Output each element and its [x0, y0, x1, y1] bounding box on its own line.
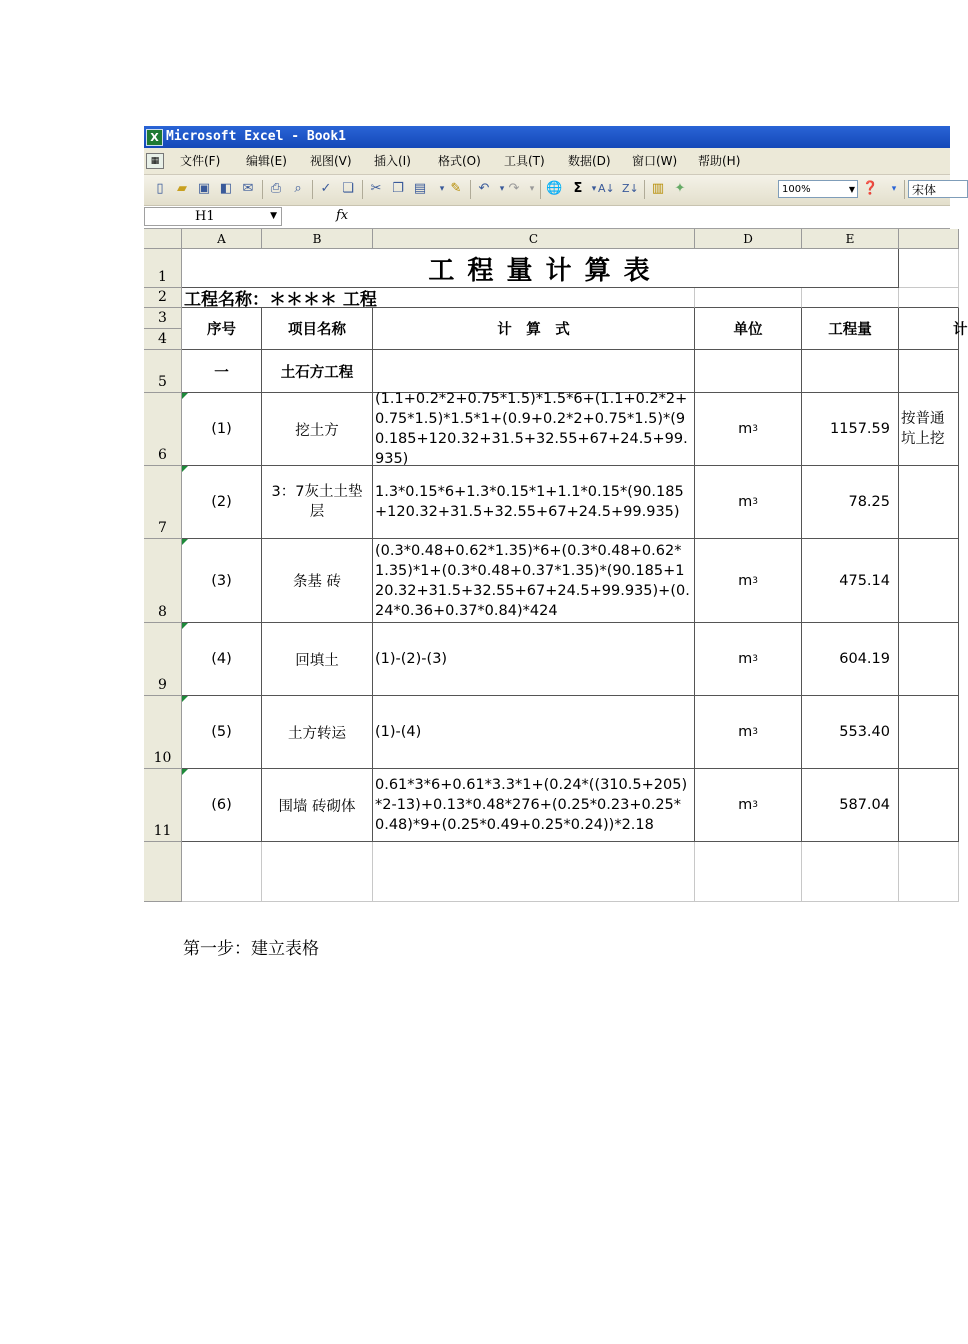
error-indicator-icon	[182, 769, 188, 775]
item-remark[interactable]	[899, 623, 959, 696]
item-unit[interactable]: m 3	[695, 623, 802, 696]
row-header-10[interactable]: 10	[144, 696, 182, 769]
item-seq[interactable]: (1)	[182, 393, 262, 466]
formula-bar	[144, 206, 950, 229]
window-title: Microsoft Excel - Book1	[166, 129, 347, 144]
cell[interactable]	[899, 350, 959, 393]
column-header-c[interactable]: C	[373, 229, 695, 249]
item-formula[interactable]: 1.3*0.15*6+1.3*0.15*1+1.1*0.15*(90.185+120.32+31.5+32.55+67+24.5+99.935)	[373, 466, 695, 539]
help-icon[interactable]: ❓	[862, 181, 879, 196]
excel-icon[interactable]: X	[146, 129, 163, 146]
paste-icon[interactable]: ▤	[413, 181, 427, 196]
sort-descending-icon[interactable]: Z↓	[622, 182, 639, 195]
cell[interactable]	[899, 288, 959, 308]
item-name[interactable]: 回填土	[262, 623, 373, 696]
autosum-dropdown-icon[interactable]: ▾	[591, 184, 597, 194]
menu-data[interactable]: 数据(D)	[568, 154, 611, 168]
step-caption: 第一步：建立表格	[183, 939, 319, 959]
standard-toolbar	[144, 175, 950, 206]
font-name-value: 宋体	[912, 183, 937, 197]
row-header-1[interactable]: 1	[144, 249, 182, 288]
menu-bar	[144, 148, 950, 175]
error-indicator-icon	[182, 623, 188, 629]
menu-edit[interactable]: 编辑(E)	[246, 154, 287, 168]
item-seq[interactable]: (2)	[182, 466, 262, 539]
hyperlink-icon[interactable]: 🌐	[546, 181, 563, 196]
menu-file[interactable]: 文件(F)	[180, 154, 221, 168]
item-name[interactable]: 围墙 砖砌体	[262, 769, 373, 842]
title-bar	[144, 126, 950, 148]
item-quantity[interactable]: 78.25	[802, 466, 899, 539]
column-header-b[interactable]: B	[262, 229, 373, 249]
open-icon[interactable]: ▰	[177, 181, 187, 196]
item-seq[interactable]: (6)	[182, 769, 262, 842]
document-icon[interactable]: ▦	[146, 153, 164, 169]
item-seq[interactable]: (4)	[182, 623, 262, 696]
menu-view[interactable]: 视图(V)	[310, 154, 352, 168]
chart-wizard-icon[interactable]: ▥	[651, 181, 665, 196]
item-formula[interactable]: 0.61*3*6+0.61*3.3*1+(0.24*((310.5+205)*2-13)+0.13*0.48*276+(0.25*0.23+0.25*0.48)*9+(0.25*0.49+0.25*0.24))*2.18	[373, 769, 695, 842]
undo-dropdown-icon[interactable]: ▾	[499, 184, 505, 194]
cell[interactable]	[695, 350, 802, 393]
cell[interactable]	[802, 288, 899, 308]
item-remark[interactable]	[899, 769, 959, 842]
row-header-12[interactable]	[144, 842, 182, 902]
spelling-icon[interactable]: ✓	[320, 181, 332, 196]
row-header-8[interactable]: 8	[144, 539, 182, 623]
item-remark[interactable]	[899, 466, 959, 539]
row-header-3[interactable]: 3	[144, 308, 182, 329]
cell[interactable]	[695, 842, 802, 902]
worksheet	[144, 229, 968, 892]
column-header-a[interactable]: A	[182, 229, 262, 249]
error-indicator-icon	[182, 696, 188, 702]
section-item[interactable]: 土石方工程	[262, 350, 373, 393]
item-seq[interactable]: (3)	[182, 539, 262, 623]
excel-window	[144, 126, 968, 892]
item-name[interactable]: 3：7灰土土垫层	[262, 466, 373, 539]
cell[interactable]	[802, 842, 899, 902]
item-unit[interactable]: m 3	[695, 466, 802, 539]
item-formula[interactable]: (1.1+0.2*2+0.75*1.5)*1.5*6+(1.1+0.2*2+0.75*1.5)*1.5*1+(0.9+0.2*2+0.75*1.5)*(90.185+120.32+31.5+32.55+67+24.5+99.935)	[373, 393, 695, 466]
print-preview-icon[interactable]: ⌕	[294, 181, 302, 196]
menu-insert[interactable]: 插入(I)	[374, 154, 411, 168]
item-formula[interactable]: (1)-(2)-(3)	[373, 623, 695, 696]
error-indicator-icon	[182, 466, 188, 472]
column-header-f[interactable]	[899, 229, 959, 249]
sort-ascending-icon[interactable]: A↓	[598, 182, 615, 195]
zoom-select[interactable]	[778, 180, 858, 198]
item-quantity[interactable]: 475.14	[802, 539, 899, 623]
email-icon[interactable]: ✉	[242, 181, 254, 196]
cell-grid	[182, 249, 968, 892]
cut-icon[interactable]: ✂	[370, 181, 382, 196]
menu-format[interactable]: 格式(O)	[438, 154, 481, 168]
header-seq[interactable]: 序号	[182, 308, 262, 350]
error-indicator-icon	[182, 393, 188, 399]
sheet-title[interactable]: 工 程 量 计 算 表	[182, 249, 899, 288]
item-quantity[interactable]: 1157.59	[802, 393, 899, 466]
item-remark[interactable]: 按普通坑上挖	[899, 393, 959, 466]
chevron-down-icon: ▼	[848, 185, 855, 194]
undo-icon[interactable]: ↶	[478, 181, 490, 196]
permission-icon[interactable]: ◧	[219, 181, 233, 196]
cell[interactable]	[182, 842, 262, 902]
row-header-11[interactable]: 11	[144, 769, 182, 842]
research-icon[interactable]: ❏	[342, 181, 354, 196]
redo-dropdown-icon[interactable]: ▾	[529, 184, 535, 194]
project-name[interactable]: 工程名称：＊＊＊＊ 工程	[182, 288, 695, 308]
item-quantity[interactable]: 553.40	[802, 696, 899, 769]
item-quantity[interactable]: 587.04	[802, 769, 899, 842]
cell[interactable]	[899, 249, 959, 288]
item-remark[interactable]	[899, 696, 959, 769]
toolbar-options-icon[interactable]: ▾	[891, 184, 897, 194]
item-unit[interactable]: m 3	[695, 539, 802, 623]
menu-tools[interactable]: 工具(T)	[504, 154, 545, 168]
row-header-9[interactable]: 9	[144, 623, 182, 696]
cell[interactable]	[373, 842, 695, 902]
cell[interactable]	[695, 288, 802, 308]
header-formula[interactable]: 计 算 式	[373, 308, 695, 350]
item-formula[interactable]: (1)-(4)	[373, 696, 695, 769]
row-header-7[interactable]: 7	[144, 466, 182, 539]
zoom-value: 100%	[782, 184, 811, 195]
insert-function-icon[interactable]: fx	[336, 208, 349, 223]
cell[interactable]	[899, 842, 959, 902]
item-quantity[interactable]: 604.19	[802, 623, 899, 696]
item-unit[interactable]: m 3	[695, 769, 802, 842]
column-header-d[interactable]: D	[695, 229, 802, 249]
redo-icon[interactable]: ↷	[508, 181, 520, 196]
select-all-corner[interactable]	[144, 229, 182, 249]
error-indicator-icon	[182, 539, 188, 545]
item-name[interactable]: 条基 砖	[262, 539, 373, 623]
drawing-icon[interactable]: ✦	[674, 181, 686, 196]
item-name[interactable]: 挖土方	[262, 393, 373, 466]
cell[interactable]	[802, 350, 899, 393]
cell[interactable]	[262, 842, 373, 902]
menu-window[interactable]: 窗口(W)	[632, 154, 678, 168]
save-icon[interactable]: ▣	[197, 181, 211, 196]
row-header-6[interactable]: 6	[144, 393, 182, 466]
header-unit[interactable]: 单位	[695, 308, 802, 350]
cell-reference: H1	[195, 209, 215, 224]
copy-icon[interactable]: ❐	[392, 181, 404, 196]
header-remark[interactable]: 计	[899, 308, 959, 350]
item-unit[interactable]: m 3	[695, 696, 802, 769]
row-header-4[interactable]: 4	[144, 329, 182, 350]
name-box[interactable]	[144, 207, 282, 226]
column-header-e[interactable]: E	[802, 229, 899, 249]
header-item[interactable]: 项目名称	[262, 308, 373, 350]
row-header-5[interactable]: 5	[144, 350, 182, 393]
row-header-2[interactable]: 2	[144, 288, 182, 308]
font-name-select[interactable]	[908, 180, 968, 198]
paste-dropdown-icon[interactable]: ▾	[439, 184, 445, 194]
section-seq[interactable]: 一	[182, 350, 262, 393]
item-name[interactable]: 土方转运	[262, 696, 373, 769]
item-unit[interactable]: m 3	[695, 393, 802, 466]
header-quantity[interactable]: 工程量	[802, 308, 899, 350]
item-formula[interactable]: (0.3*0.48+0.62*1.35)*6+(0.3*0.48+0.62*1.35)*1+(0.3*0.48+0.37*1.35)*(90.185+120.32+31.5+32.55+67+24.5+99.935)+(0.24*0.36+0.37*0.84)*424	[373, 539, 695, 623]
autosum-icon[interactable]: Σ	[573, 181, 583, 196]
format-painter-icon[interactable]: ✎	[450, 181, 462, 196]
chevron-down-icon: ▼	[270, 211, 277, 221]
menu-help[interactable]: 帮助(H)	[698, 154, 741, 168]
item-remark[interactable]	[899, 539, 959, 623]
new-icon[interactable]: ▯	[156, 181, 164, 196]
item-seq[interactable]: (5)	[182, 696, 262, 769]
print-icon[interactable]: ⎙	[270, 181, 282, 196]
cell[interactable]	[373, 350, 695, 393]
